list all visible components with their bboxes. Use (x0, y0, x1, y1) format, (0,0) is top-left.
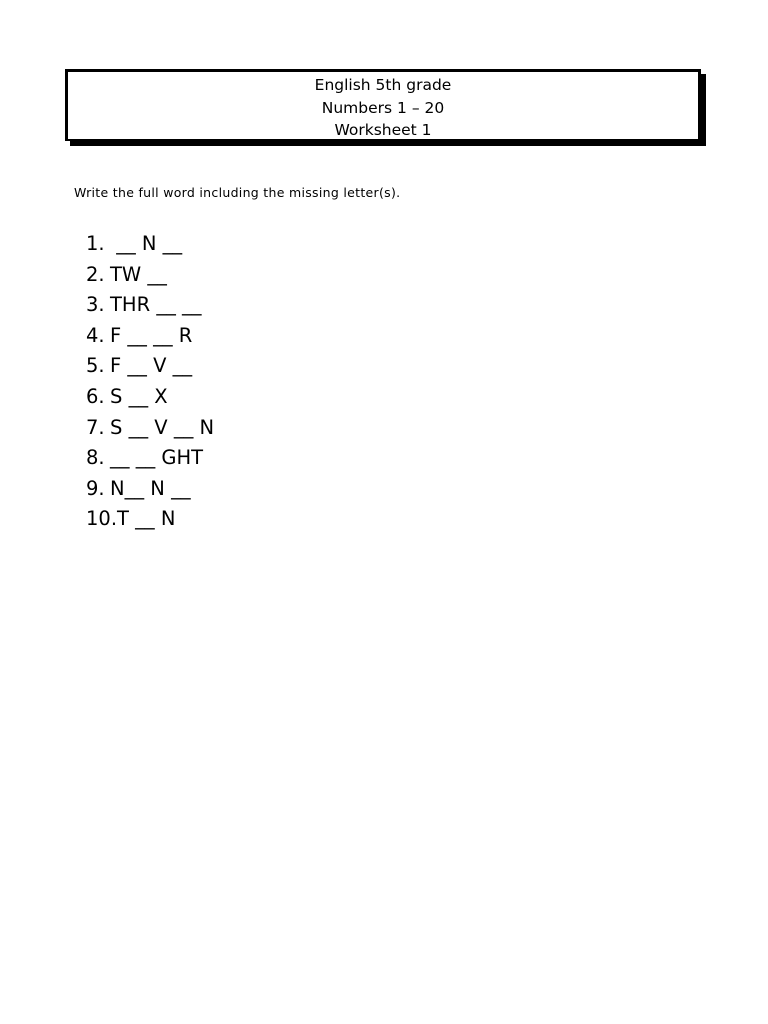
list-item (86, 504, 214, 535)
header-line-topic: Numbers 1 – 20 (321, 98, 445, 117)
item-number: 5. (86, 354, 105, 378)
item-text: F __ __ R (110, 323, 193, 347)
header-line-worksheet: Worksheet 1 (334, 121, 432, 139)
item-text: T __ N (117, 507, 176, 531)
item-number: 1. (86, 232, 105, 255)
list-item (86, 229, 214, 260)
item-number: 2. (86, 262, 105, 286)
header-line-grade: English 5th grade (314, 76, 452, 94)
item-number: 3. (86, 293, 105, 317)
item-text: F __ V __ (110, 354, 193, 378)
item-text: TW __ (110, 262, 167, 286)
item-number: 6. (86, 384, 105, 408)
list-item (86, 382, 214, 413)
instructions-text: Write the full word including the missing letter(s). (74, 185, 401, 200)
item-number: 8. (86, 446, 105, 470)
exercise-list (86, 229, 214, 535)
item-text: S __ X (110, 384, 168, 408)
list-item (86, 351, 214, 382)
list-item (86, 290, 214, 321)
list-item (86, 443, 214, 474)
item-text: __ __ GHT (110, 446, 204, 470)
item-text: __ N __ (110, 232, 183, 255)
list-item (86, 413, 214, 444)
item-text: S __ V __ N (110, 415, 215, 439)
item-number: 7. (86, 415, 105, 439)
item-text: N__ N __ (110, 476, 191, 500)
item-number: 10. (86, 507, 118, 531)
worksheet-header-box (65, 69, 701, 141)
list-item (86, 474, 214, 505)
item-number: 9. (86, 476, 105, 500)
item-text: THR __ __ (110, 293, 202, 317)
list-item (86, 321, 214, 352)
item-number: 4. (86, 323, 105, 347)
list-item (86, 260, 214, 291)
worksheet-title (68, 74, 698, 142)
